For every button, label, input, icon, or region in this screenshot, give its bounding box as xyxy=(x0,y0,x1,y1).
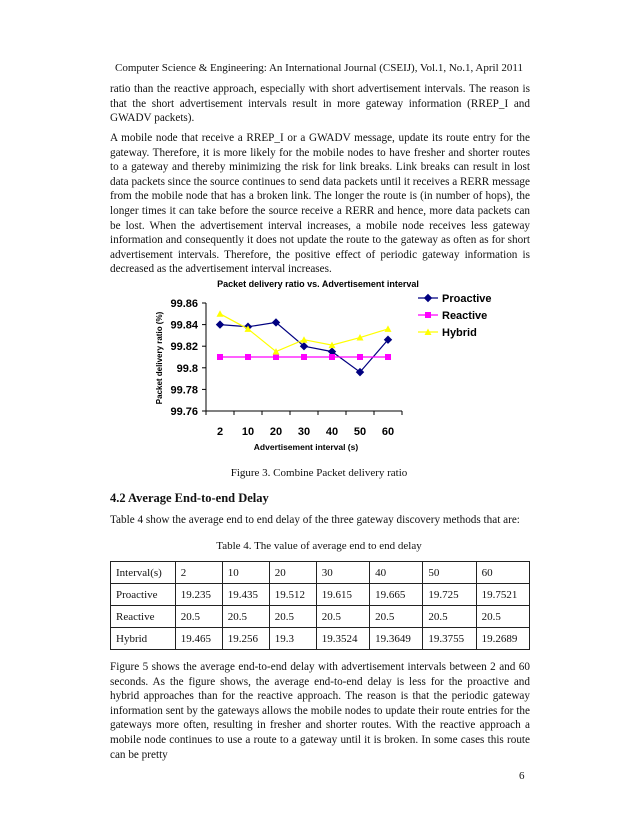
table-header-row xyxy=(111,562,530,584)
table-row xyxy=(111,584,530,606)
table-cell: Reactive xyxy=(111,606,176,628)
data-point-reactive xyxy=(301,354,307,360)
chart-x-tick-label: 40 xyxy=(325,426,339,438)
table-cell: Interval(s) xyxy=(111,562,176,584)
table-cell: 19.435 xyxy=(222,584,269,606)
chart-x-tick-label: 60 xyxy=(381,426,395,438)
table-cell: 30 xyxy=(316,562,369,584)
table-caption: Table 4. The value of average end to end delay xyxy=(216,540,422,552)
chart-y-tick-label: 99.78 xyxy=(170,384,198,397)
data-point-reactive xyxy=(329,354,335,360)
table-cell: 19.235 xyxy=(175,584,222,606)
data-point-hybrid xyxy=(301,336,308,343)
table-cell: 20.5 xyxy=(175,606,222,628)
table-cell: 10 xyxy=(222,562,269,584)
paragraph-3: Figure 5 shows the average end-to-end delay with advertisement intervals between 2 and 60 seconds. As the figure shows, the average end-to-end delay is less for the proactive and hybrid approaches than for the reactive approach. The reason is that the periodic gateway information sent by the gateways allows the mobile nodes to update their route entries for the gateways more often, resulting in fresher and shorter routes. With the reactive approach a mobile node continues to use a route to a gateway until it is broken. In some cases this route can be pretty xyxy=(110,661,530,761)
delivery-ratio-chart xyxy=(150,276,510,466)
table-cell: 19.2689 xyxy=(476,628,529,650)
table-cell: 20.5 xyxy=(423,606,476,628)
chart-y-tick-label: 99.8 xyxy=(176,362,198,375)
table-cell: 20.5 xyxy=(222,606,269,628)
data-point-reactive xyxy=(357,354,363,360)
table-cell: 20.5 xyxy=(370,606,423,628)
chart-x-tick-label: 20 xyxy=(269,426,283,438)
journal-header: Computer Science & Engineering: An International Journal (CSEIJ), Vol.1, No.1, April 2011 xyxy=(115,62,523,74)
chart-x-tick-label: 30 xyxy=(297,426,311,438)
chart-y-tick-label: 99.76 xyxy=(170,406,198,418)
chart-y-tick-label: 99.84 xyxy=(170,319,198,332)
table-cell: 19.3755 xyxy=(423,628,476,650)
table-cell: 40 xyxy=(370,562,423,584)
table-cell: 2 xyxy=(175,562,222,584)
table-intro: Table 4 show the average end to end delay of the three gateway discovery methods that are: xyxy=(110,514,520,526)
table-cell: Proactive xyxy=(111,584,176,606)
chart-x-tick-label: 10 xyxy=(241,426,255,438)
table-cell: 19.3524 xyxy=(316,628,369,650)
table-cell: 19.615 xyxy=(316,584,369,606)
legend-label-proactive: Proactive xyxy=(442,293,492,305)
data-point-reactive xyxy=(273,354,279,360)
data-point-reactive xyxy=(385,354,391,360)
table-cell: 19.3649 xyxy=(370,628,423,650)
paragraph-2: A mobile node that receive a RREP_I or a GWADV message, update its route entry for the gateway. Therefore, it is more likely for the mobile nodes to have fresher and shorter routes to a gateway and thereby minimizing the risk for link breaks. Link breaks can result in lost data packets since the source continues to send data packets until it receives a RERR message from the mobile node that has a broken link. The longer the route is (in number of hops), the longer times it can take before the source receive a RERR and hence, more data packets can be lost. When the advertisement interval increases, a mobile node receives less gateway information and consequently it does not update the route to the gateway as often as for short advertisement intervals. Therefore, the positive effect of periodic gateway information is decreased as the advertisement interval increases. xyxy=(110,132,530,276)
legend-label-hybrid: Hybrid xyxy=(442,327,477,339)
table-cell: 20 xyxy=(269,562,316,584)
table-cell: 19.512 xyxy=(269,584,316,606)
section-title: 4.2 Average End-to-end Delay xyxy=(110,491,269,505)
table-cell: 20.5 xyxy=(269,606,316,628)
chart-y-tick-label: 99.86 xyxy=(170,298,198,310)
figure-caption: Figure 3. Combine Packet delivery ratio xyxy=(230,467,408,479)
table-cell: 19.665 xyxy=(370,584,423,606)
legend-label-reactive: Reactive xyxy=(442,310,488,322)
data-point-proactive xyxy=(217,321,224,328)
table-cell: 20.5 xyxy=(476,606,529,628)
chart-x-axis-label: Advertisement interval (s) xyxy=(253,442,359,452)
table-cell: 19.256 xyxy=(222,628,269,650)
table-cell: 19.465 xyxy=(175,628,222,650)
table-cell: 19.725 xyxy=(423,584,476,606)
table-cell: 19.7521 xyxy=(476,584,529,606)
page-number: 6 xyxy=(519,770,525,782)
chart-y-tick-label: 99.82 xyxy=(170,341,198,354)
data-point-reactive xyxy=(217,354,223,360)
table-cell: 60 xyxy=(476,562,529,584)
data-point-hybrid xyxy=(217,310,224,317)
table-cell: 19.3 xyxy=(269,628,316,650)
delay-table xyxy=(110,561,530,650)
legend-marker-reactive xyxy=(425,312,431,318)
chart-y-axis-label: Packet delivery ratio (%) xyxy=(155,311,164,405)
table-cell: 50 xyxy=(423,562,476,584)
chart-x-tick-label: 50 xyxy=(353,426,367,438)
data-point-hybrid xyxy=(385,325,392,332)
table-row xyxy=(111,628,530,650)
chart-x-tick-label: 2 xyxy=(216,426,224,438)
paragraph-1: ratio than the reactive approach, especially with short advertisement intervals. The reason is that the short advertisement intervals result in more gateway information (RREP_I and GWADV packets). xyxy=(110,83,530,125)
table-cell: 20.5 xyxy=(316,606,369,628)
table-cell: Hybrid xyxy=(111,628,176,650)
table-row xyxy=(111,606,530,628)
chart-title: Packet delivery ratio vs. Advertisement interval xyxy=(217,279,419,289)
legend-marker-proactive xyxy=(425,295,432,302)
data-point-reactive xyxy=(245,354,251,360)
